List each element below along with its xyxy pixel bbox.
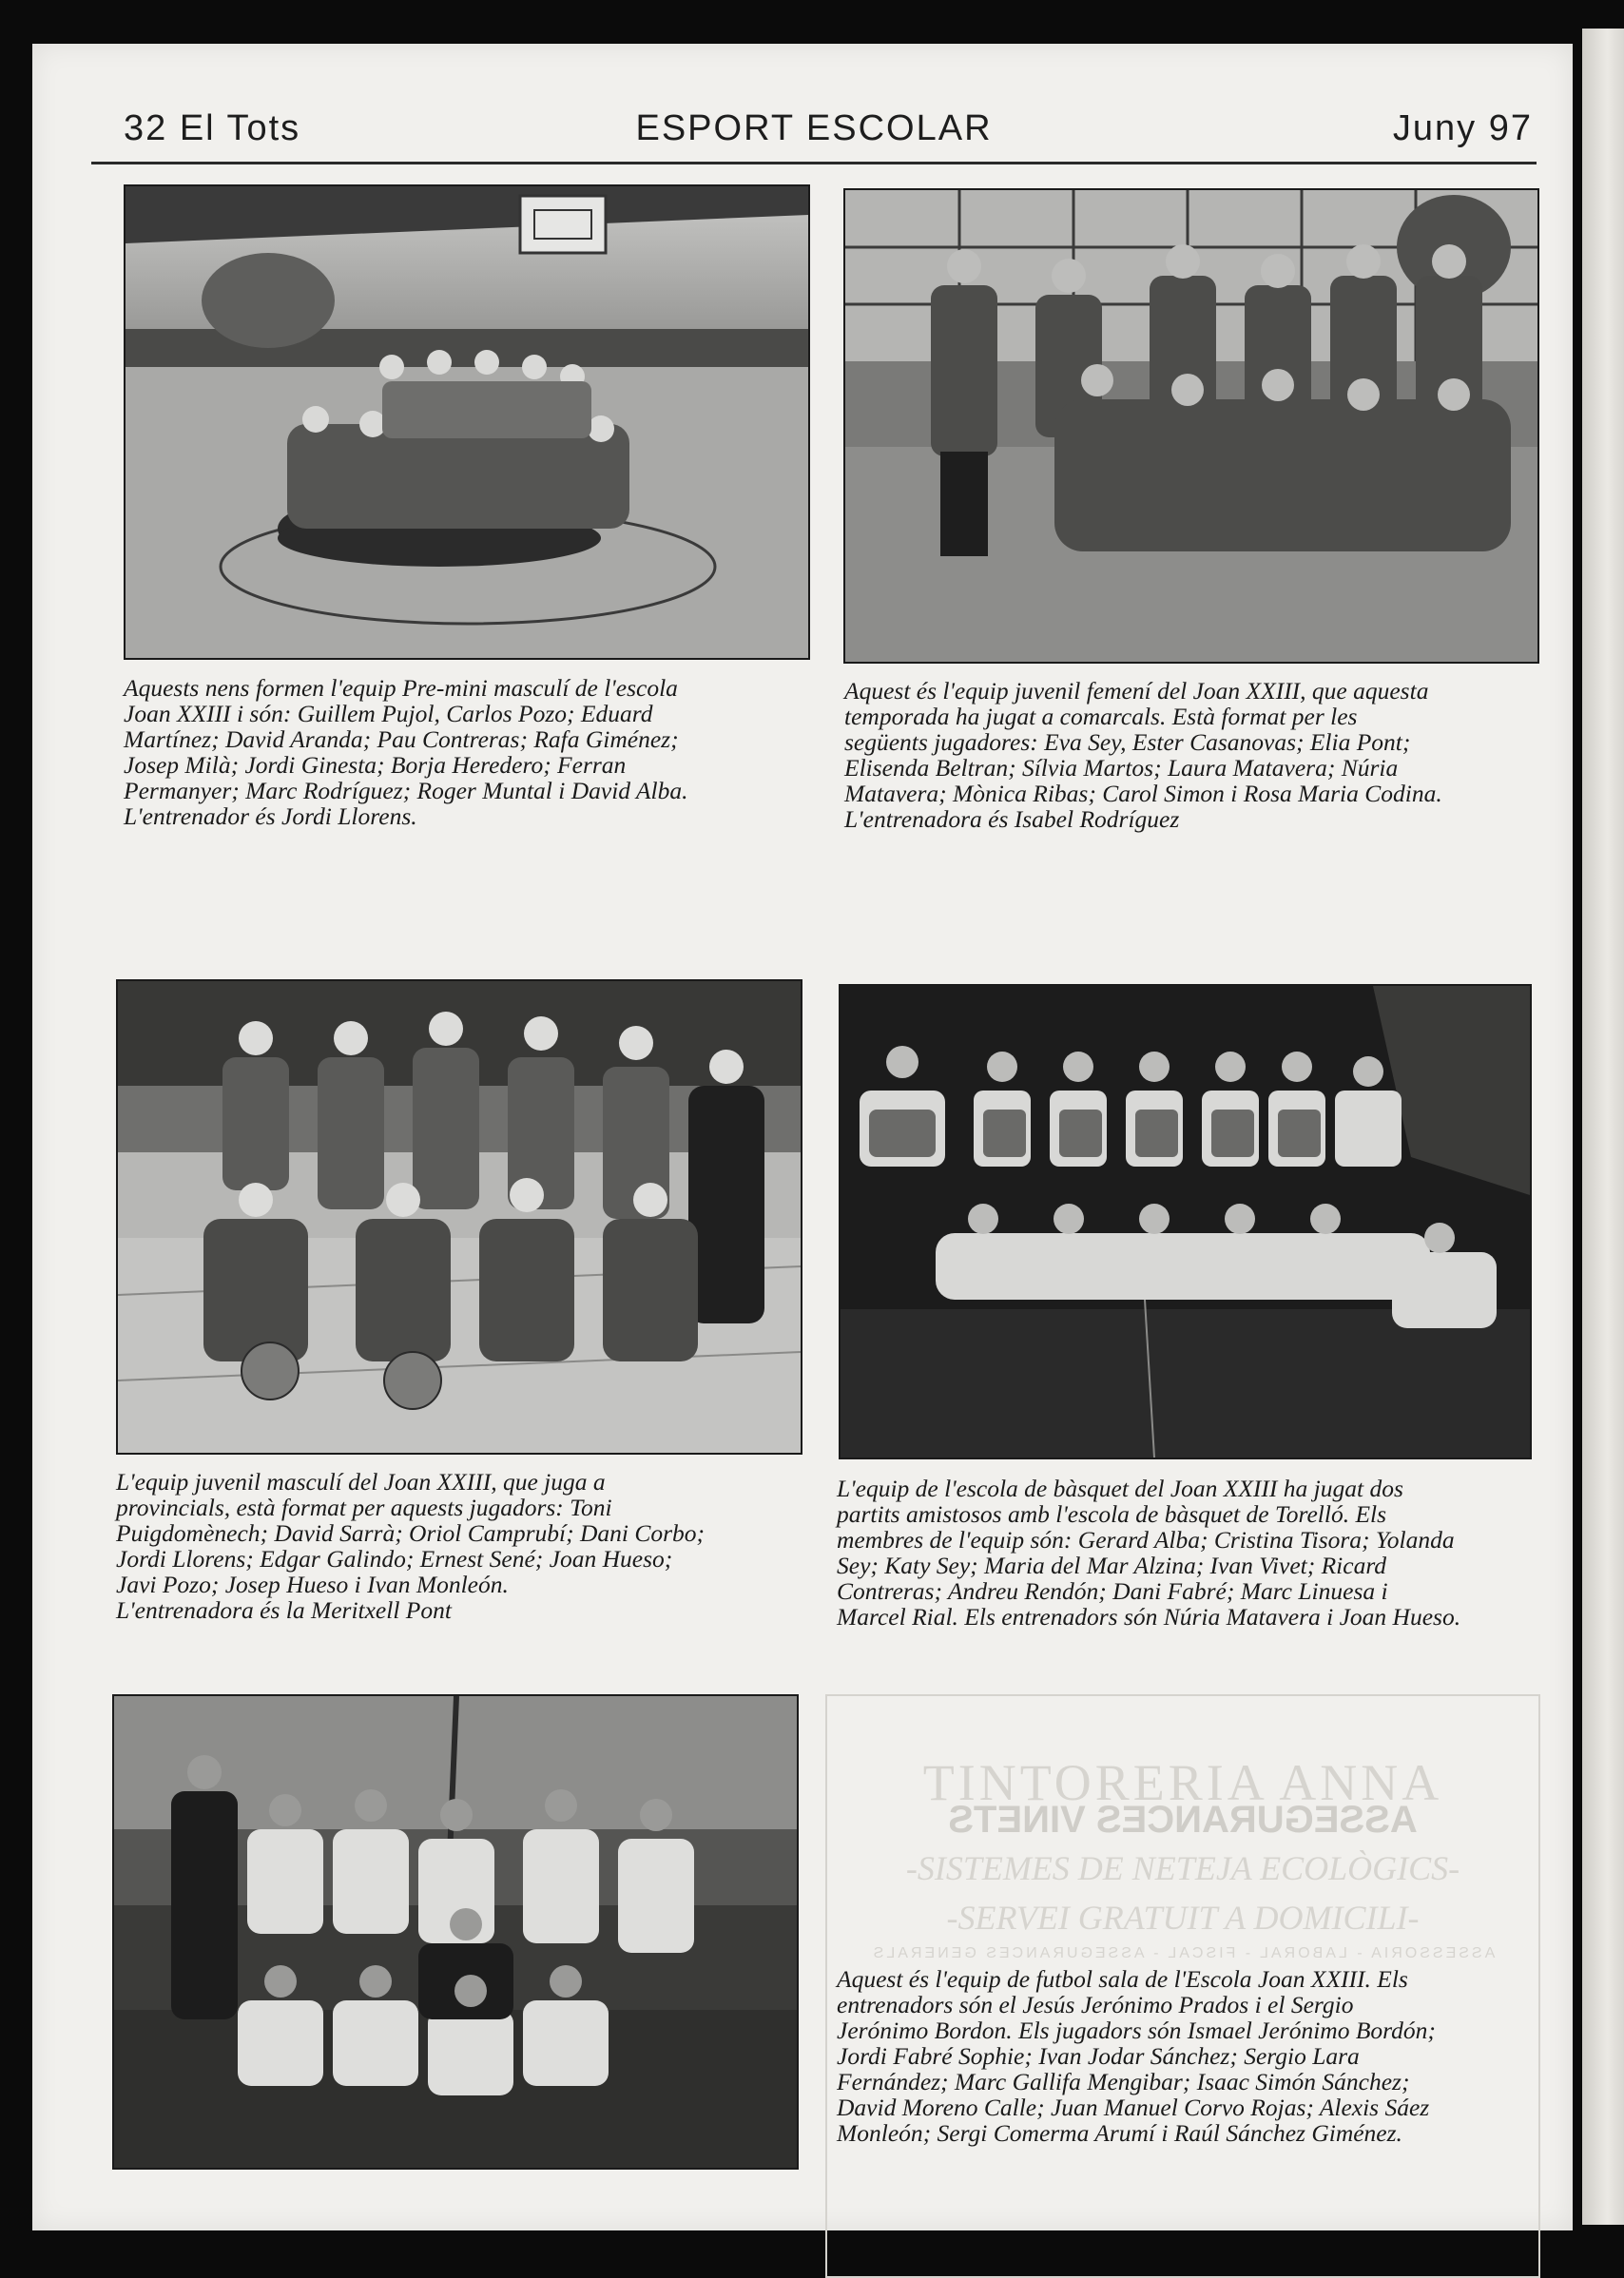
caption-line: L'entrenadora és Isabel Rodríguez	[844, 805, 1180, 833]
next-page-edge	[1582, 29, 1624, 2225]
caption-line: temporada ha jugat a comarcals. Està format per les	[844, 703, 1358, 730]
caption-line: següents jugadores: Eva Sey, Ester Casanovas; Elia Pont;	[844, 728, 1411, 756]
caption-line: Joan XXIII i són: Guillem Pujol, Carlos Pozo; Eduard	[124, 700, 653, 727]
caption-futbol-sala	[837, 1966, 1521, 2146]
caption-juvenil-masculi	[116, 1469, 797, 1623]
caption-line: L'entrenador és Jordi Llorens.	[124, 802, 417, 830]
caption-line: Matavera; Mònica Ribas; Carol Simon i Rosa Maria Codina.	[844, 780, 1442, 807]
caption-juvenil-femeni	[844, 678, 1531, 832]
caption-line: Contreras; Andreu Rendón; Dani Fabré; Marc Linuesa i	[837, 1577, 1388, 1605]
caption-line: Aquest és l'equip juvenil femení del Joan XXIII, que aquesta	[844, 677, 1429, 705]
issue-date: Juny 97	[1392, 108, 1533, 148]
showthrough-text: -SISTEMES DE NETEJA ECOLÒGICS-	[905, 1849, 1460, 1887]
showthrough-text: ASSESSORIA - LABORAL - FISCAL - ASSEGURANCES GENERALS	[870, 1945, 1496, 1961]
photo-futbol-sala-team	[112, 1694, 799, 2170]
caption-line: Jerónimo Bordon. Els jugadors són Ismael Jerónimo Bordón;	[837, 2017, 1436, 2044]
caption-line: Monleón; Sergi Comerma Arumí i Raúl Sánchez Giménez.	[837, 2119, 1402, 2147]
caption-line: Jordi Llorens; Edgar Galindo; Ernest Sené; Joan Hueso;	[116, 1545, 673, 1573]
photo-premini-team	[124, 184, 810, 660]
caption-line: Permanyer; Marc Rodríguez; Roger Muntal i David Alba.	[124, 777, 688, 804]
photo-escola-basquet-team	[839, 984, 1532, 1459]
caption-line: Fernández; Marc Gallifa Mengibar; Isaac Simón Sánchez;	[837, 2068, 1410, 2095]
caption-line: Marcel Rial. Els entrenadors són Núria Matavera i Joan Hueso.	[837, 1603, 1461, 1631]
caption-line: entrenadors són el Jesús Jerónimo Prados i el Sergio	[837, 1991, 1354, 2018]
caption-escola-basquet	[837, 1476, 1523, 1630]
caption-line: Javi Pozo; Josep Hueso i Ivan Monleón.	[116, 1571, 509, 1598]
caption-line: Sey; Katy Sey; Maria del Mar Alzina; Ivan Vivet; Ricard	[837, 1552, 1387, 1579]
photo-juvenil-masculi-team	[116, 979, 802, 1455]
page-number-title: 32 El Tots	[124, 108, 301, 148]
caption-line: Josep Milà; Jordi Ginesta; Borja Heredero; Ferran	[124, 751, 627, 779]
showthrough-text: ASSEGURANCES VINETS	[948, 1799, 1418, 1841]
caption-line: partits amistosos amb l'escola de bàsquet de Torelló. Els	[837, 1500, 1387, 1528]
caption-line: Puigdomènech; David Sarrà; Oriol Camprubí; Dani Corbo;	[116, 1519, 706, 1547]
caption-line: L'equip juvenil masculí del Joan XXIII, que juga a	[116, 1468, 606, 1496]
caption-line: Aquest és l'equip de futbol sala de l'Escola Joan XXIII. Els	[837, 1965, 1408, 1993]
showthrough-text: -SERVEI GRATUIT A DOMICILI-	[946, 1899, 1420, 1937]
caption-line: provincials, està format per aquests jugadors: Toni	[116, 1494, 612, 1521]
photo-juvenil-femeni-team	[843, 188, 1539, 664]
caption-line: membres de l'equip són: Gerard Alba; Cristina Tisora; Yolanda	[837, 1526, 1455, 1554]
caption-line: Jordi Fabré Sophie; Ivan Jodar Sánchez; Sergio Lara	[837, 2042, 1360, 2070]
caption-premini	[124, 675, 804, 829]
page-header	[91, 103, 1537, 164]
section-title: ESPORT ESCOLAR	[635, 108, 993, 148]
caption-line: L'equip de l'escola de bàsquet del Joan XXIII ha jugat dos	[837, 1475, 1403, 1502]
caption-line: Elisenda Beltran; Sílvia Martos; Laura Matavera; Núria	[844, 754, 1399, 782]
caption-line: Martínez; David Aranda; Pau Contreras; Rafa Giménez;	[124, 725, 679, 753]
showthrough-text: TINTORERIA ANNA	[922, 1754, 1443, 1811]
caption-line: Aquests nens formen l'equip Pre-mini masculí de l'escola	[124, 674, 678, 702]
caption-line: L'entrenadora és la Meritxell Pont	[116, 1596, 452, 1624]
caption-line: David Moreno Calle; Juan Manuel Corvo Rojas; Alexis Sáez	[837, 2094, 1430, 2121]
